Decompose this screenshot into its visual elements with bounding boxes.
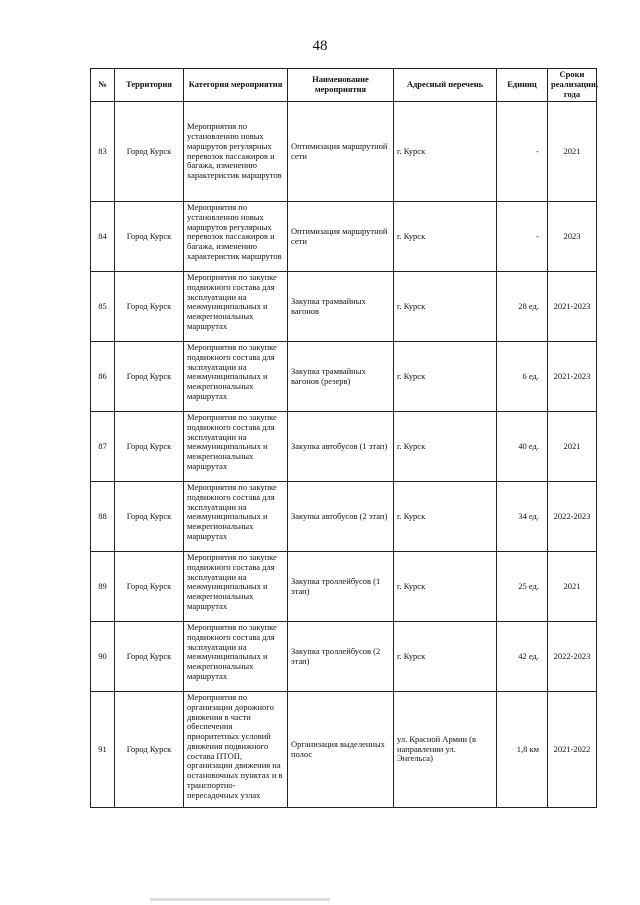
row-address: г. Курск: [394, 272, 497, 342]
row-years: 2021-2022: [548, 692, 597, 808]
header-name: Наименование мероприятия: [288, 69, 394, 102]
row-category: Мероприятия по установленню новых маршрутов регулярных перевозок пассажиров и багажа, изменению характеристик маршрутов: [184, 102, 288, 202]
row-num: 88: [91, 482, 115, 552]
row-name: Закупка автобусов (2 этап): [288, 482, 394, 552]
table-row: [91, 622, 597, 692]
row-name: Оптимизация маршрутной сети: [288, 202, 394, 272]
row-num: 90: [91, 622, 115, 692]
row-num: 91: [91, 692, 115, 808]
measures-table: [90, 68, 597, 808]
row-unit: 42 ед.: [497, 622, 548, 692]
scan-artifact: [150, 898, 330, 901]
table-row: [91, 482, 597, 552]
row-name: Закупка троллейбусов (2 этап): [288, 622, 394, 692]
row-unit: -: [497, 202, 548, 272]
row-territory: Город Курск: [115, 622, 184, 692]
row-territory: Город Курск: [115, 692, 184, 808]
row-category: Мероприятия по закупке подвижного состава для эксплуатации на межмуниципальных и межрегиональных маршрутах: [184, 622, 288, 692]
row-category: Мероприятия по закупке подвижного состава для эксплуатации на межмуниципальных и межрегиональных маршрутах: [184, 482, 288, 552]
row-num: 84: [91, 202, 115, 272]
table-row: [91, 692, 597, 808]
row-num: 85: [91, 272, 115, 342]
row-name: Закупка троллейбусов (1 этап): [288, 552, 394, 622]
row-years: 2022-2023: [548, 482, 597, 552]
header-num: №: [91, 69, 115, 102]
row-years: 2021: [548, 552, 597, 622]
row-address: г. Курск: [394, 482, 497, 552]
row-category: Мероприятия по закупке подвижного состава для эксплуатации на межмуниципальных и межрегиональных маршрутах: [184, 412, 288, 482]
header-address: Адресный перечень: [394, 69, 497, 102]
row-address: ул. Красной Армии (в направлении ул. Энгельса): [394, 692, 497, 808]
row-territory: Город Курск: [115, 272, 184, 342]
row-num: 86: [91, 342, 115, 412]
table-row: [91, 102, 597, 202]
header-category: Категория мероприятия: [184, 69, 288, 102]
row-category: Мероприятия по закупке подвижного состава для эксплуатации на межмуниципальных и межрегиональных маршрутах: [184, 272, 288, 342]
row-name: Оптимизация маршрутной сети: [288, 102, 394, 202]
table-row: [91, 272, 597, 342]
row-territory: Город Курск: [115, 482, 184, 552]
row-num: 83: [91, 102, 115, 202]
row-name: Закупка трамвайных вагонов: [288, 272, 394, 342]
row-territory: Город Курск: [115, 102, 184, 202]
table-header-row: [91, 69, 597, 102]
row-category: Мероприятия по закупке подвижного состава для эксплуатации на межмуниципальных и межрегиональных маршрутах: [184, 552, 288, 622]
row-address: г. Курск: [394, 552, 497, 622]
table-row: [91, 202, 597, 272]
row-name: Закупка автобусов (1 этап): [288, 412, 394, 482]
header-territory: Территория: [115, 69, 184, 102]
row-address: г. Курск: [394, 622, 497, 692]
table-row: [91, 342, 597, 412]
row-address: г. Курск: [394, 342, 497, 412]
row-territory: Город Курск: [115, 342, 184, 412]
row-name: Закупка трамвайных вагонов (резерв): [288, 342, 394, 412]
header-years: Сроки реализации, года: [548, 69, 597, 102]
page-number: 48: [312, 38, 328, 54]
row-address: г. Курск: [394, 102, 497, 202]
row-unit: -: [497, 102, 548, 202]
table-row: [91, 552, 597, 622]
header-unit: Единиц: [497, 69, 548, 102]
row-territory: Город Курск: [115, 412, 184, 482]
row-unit: 6 ед.: [497, 342, 548, 412]
table-row: [91, 412, 597, 482]
row-unit: 34 ед.: [497, 482, 548, 552]
row-name: Организация выделенных полос: [288, 692, 394, 808]
row-unit: 28 ед.: [497, 272, 548, 342]
row-unit: 25 ед.: [497, 552, 548, 622]
row-address: г. Курск: [394, 202, 497, 272]
row-years: 2023: [548, 202, 597, 272]
row-category: Мероприятия по закупке подвижного состава для эксплуатации на межмуниципальных и межрегиональных маршрутах: [184, 342, 288, 412]
row-address: г. Курск: [394, 412, 497, 482]
row-years: 2021: [548, 102, 597, 202]
row-years: 2021-2023: [548, 272, 597, 342]
row-territory: Город Курск: [115, 552, 184, 622]
row-years: 2021: [548, 412, 597, 482]
row-num: 87: [91, 412, 115, 482]
row-category: Мероприятия по установленню новых маршрутов регулярных перевозок пассажиров и багажа, изменению характеристик маршрутов: [184, 202, 288, 272]
row-unit: 1,8 км: [497, 692, 548, 808]
row-category: Мероприятия по организации дорожного движения в части обеспечения приоритетных условий движения подвижного состава ПТОП, организации движения на остановочных пунктах и в транспортно-пересадочных узлах: [184, 692, 288, 808]
row-years: 2021-2023: [548, 342, 597, 412]
row-years: 2022-2023: [548, 622, 597, 692]
row-territory: Город Курск: [115, 202, 184, 272]
row-unit: 40 ед.: [497, 412, 548, 482]
row-num: 89: [91, 552, 115, 622]
